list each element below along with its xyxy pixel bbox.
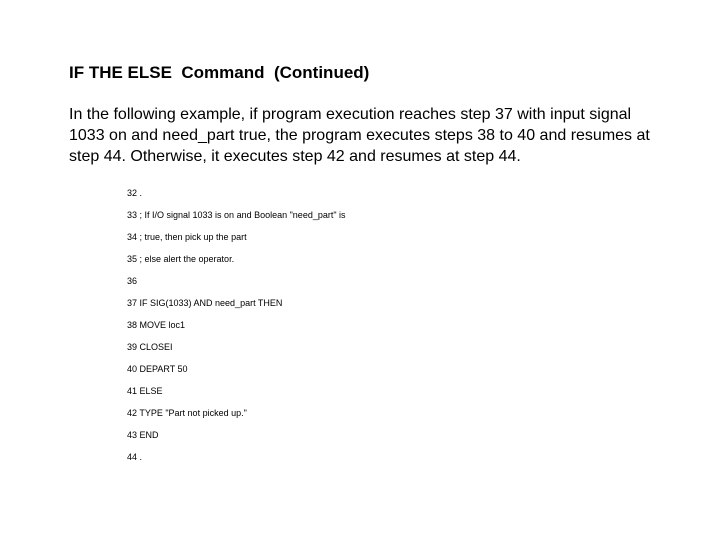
code-line: 39 CLOSEI — [127, 342, 173, 352]
code-line: 33 ; If I/O signal 1033 is on and Boolean "need_part" is — [127, 210, 346, 220]
code-line: 36 — [127, 276, 138, 286]
code-line: 43 END — [127, 430, 159, 440]
intro-line: step 44. Otherwise, it executes step 42 and resumes at step 44. — [69, 148, 521, 165]
code-line: 32 . — [127, 188, 143, 198]
intro-line: In the following example, if program execution reaches step 37 with input signal — [69, 106, 632, 123]
code-listing — [127, 185, 346, 471]
code-line: 37 IF SIG(1033) AND need_part THEN — [127, 298, 283, 308]
code-line: 44 . — [127, 452, 143, 462]
code-line: 38 MOVE loc1 — [127, 320, 186, 330]
code-line: 42 TYPE "Part not picked up." — [127, 408, 247, 418]
code-line: 35 ; else alert the operator. — [127, 254, 235, 264]
slide-title: IF THE ELSE Command (Continued) — [69, 63, 370, 82]
code-line: 41 ELSE — [127, 386, 163, 396]
intro-line: 1033 on and need_part true, the program executes steps 38 to 40 and resumes at — [69, 127, 650, 144]
code-line: 34 ; true, then pick up the part — [127, 232, 247, 242]
code-line: 40 DEPART 50 — [127, 364, 188, 374]
intro-paragraph — [69, 104, 669, 167]
